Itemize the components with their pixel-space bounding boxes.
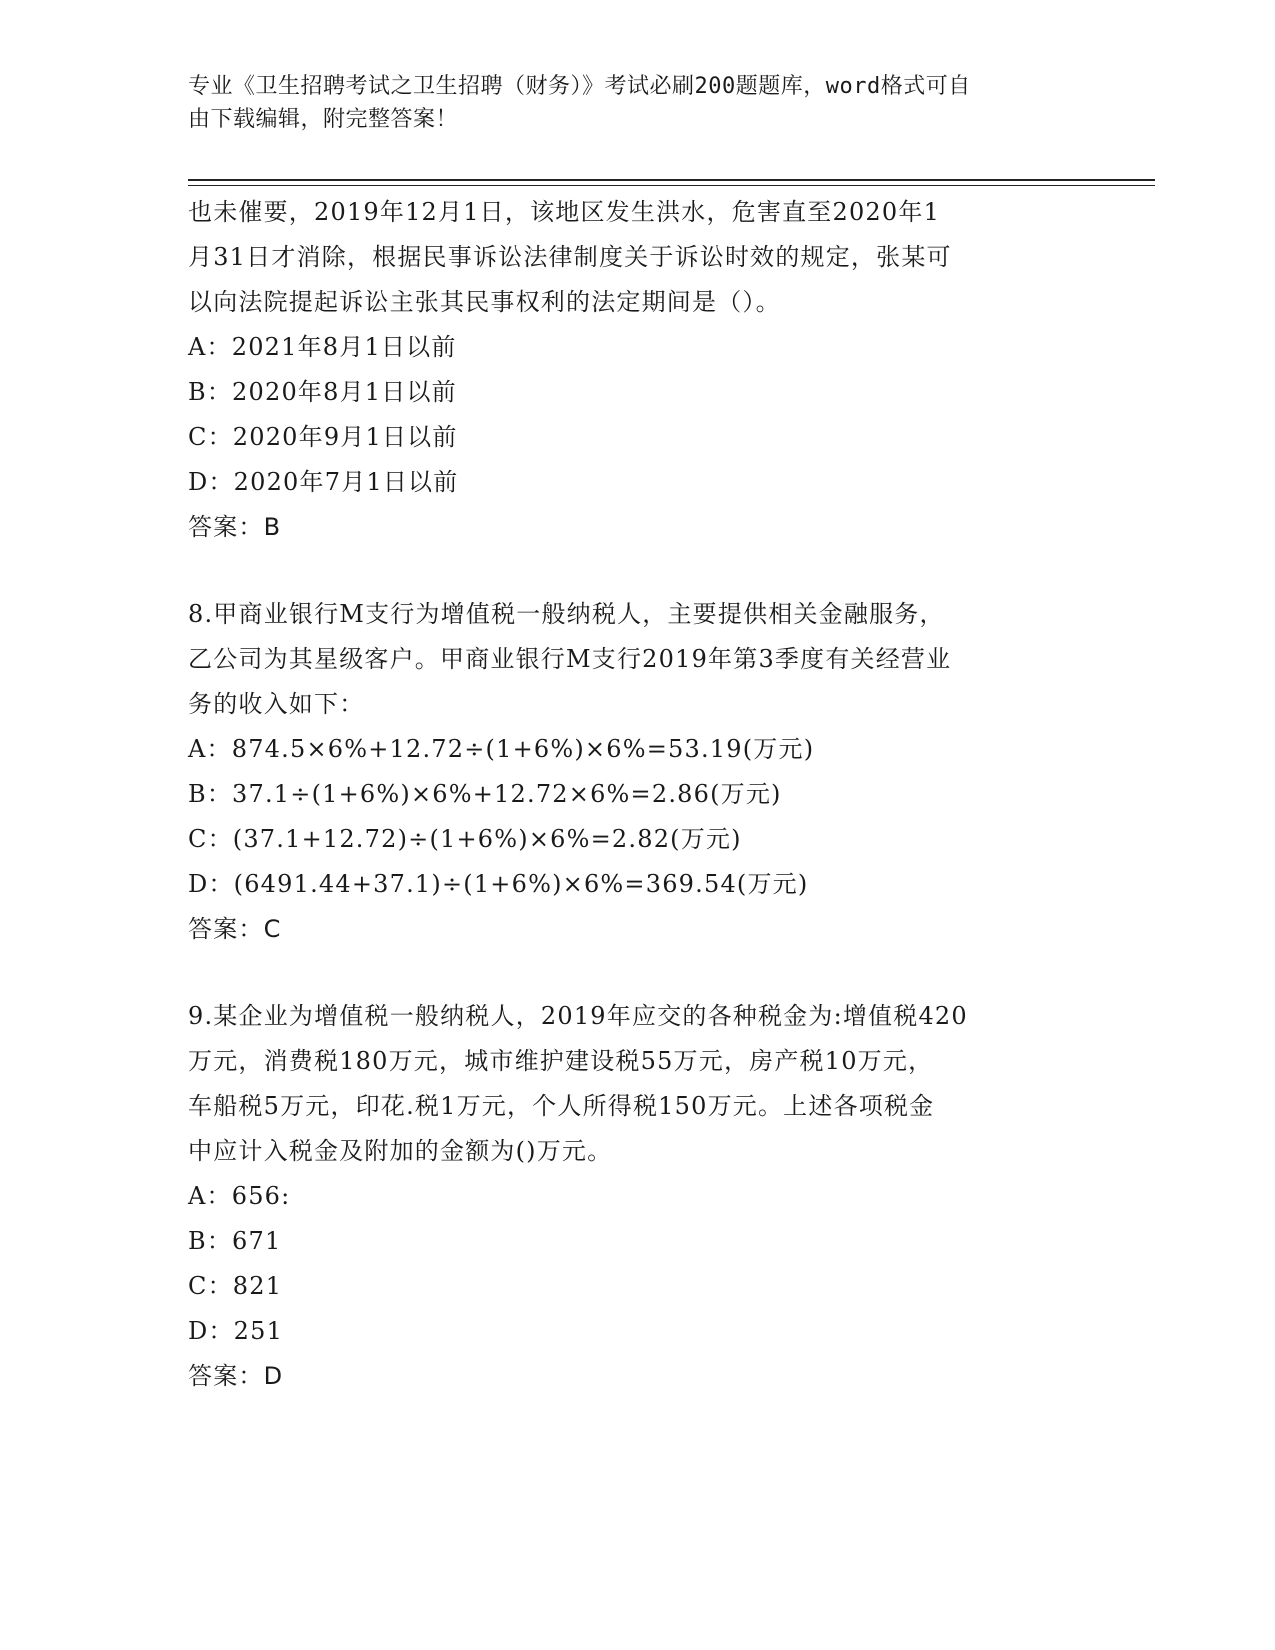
option-d: D：(6491.44+37.1)÷(1+6%)×6%=369.54(万元): [188, 870, 809, 898]
option-b: B：671: [188, 1227, 282, 1255]
question-stem-line: 9.某企业为增值税一般纳税人，2019年应交的各种税金为:增值税420: [188, 1002, 968, 1030]
question-stem-line: 务的收入如下：: [188, 690, 365, 718]
document-header: [188, 70, 1068, 136]
question-gap: [188, 550, 1088, 592]
document-body: [188, 190, 1088, 1399]
option-d: D：2020年7月1日以前: [188, 468, 459, 496]
header-line-1: 专业《卫生招聘考试之卫生招聘（财务）》考试必刷200题题库，word格式可自: [188, 74, 971, 99]
answer-line: 答案：C: [188, 915, 282, 943]
option-c: C：2020年9月1日以前: [188, 423, 458, 451]
header-rule-thick: [188, 179, 1155, 181]
question-8: [188, 592, 1088, 952]
question-stem-line: 万元，消费税180万元，城市维护建设税55万元，房产税10万元，: [188, 1047, 934, 1075]
option-a: A：656:: [188, 1182, 291, 1210]
question-7: [188, 190, 1088, 550]
option-b: B：2020年8月1日以前: [188, 378, 457, 406]
option-d: D：251: [188, 1317, 284, 1345]
answer-line: 答案：B: [188, 513, 282, 541]
question-9: [188, 994, 1088, 1399]
question-gap: [188, 952, 1088, 994]
header-line-2: 由下载编辑，附完整答案！: [188, 107, 459, 132]
question-stem-line: 月31日才消除，根据民事诉讼法律制度关于诉讼时效的规定，张某可: [188, 243, 952, 271]
option-c: C：821: [188, 1272, 283, 1300]
question-stem-line: 以向法院提起诉讼主张其民事权利的法定期间是（）。: [188, 288, 781, 316]
option-c: C：(37.1+12.72)÷(1+6%)×6%=2.82(万元): [188, 825, 742, 853]
question-stem-line: 中应计入税金及附加的金额为()万元。: [188, 1137, 613, 1165]
question-stem-line: 也未催要，2019年12月1日，该地区发生洪水，危害直至2020年1: [188, 198, 941, 226]
question-stem-line: 乙公司为其星级客户。甲商业银行M支行2019年第3季度有关经营业: [188, 645, 952, 673]
question-stem-line: 车船税5万元，印花.税1万元，个人所得税150万元。上述各项税金: [188, 1092, 935, 1120]
question-stem-line: 8.甲商业银行M支行为增值税一般纳税人，主要提供相关金融服务，: [188, 600, 945, 628]
option-a: A：2021年8月1日以前: [188, 333, 457, 361]
option-a: A：874.5×6%+12.72÷(1+6%)×6%=53.19(万元): [188, 735, 815, 763]
answer-line: 答案：D: [188, 1362, 284, 1390]
header-rule-thin: [188, 185, 1155, 186]
option-b: B：37.1÷(1+6%)×6%+12.72×6%=2.86(万元): [188, 780, 782, 808]
